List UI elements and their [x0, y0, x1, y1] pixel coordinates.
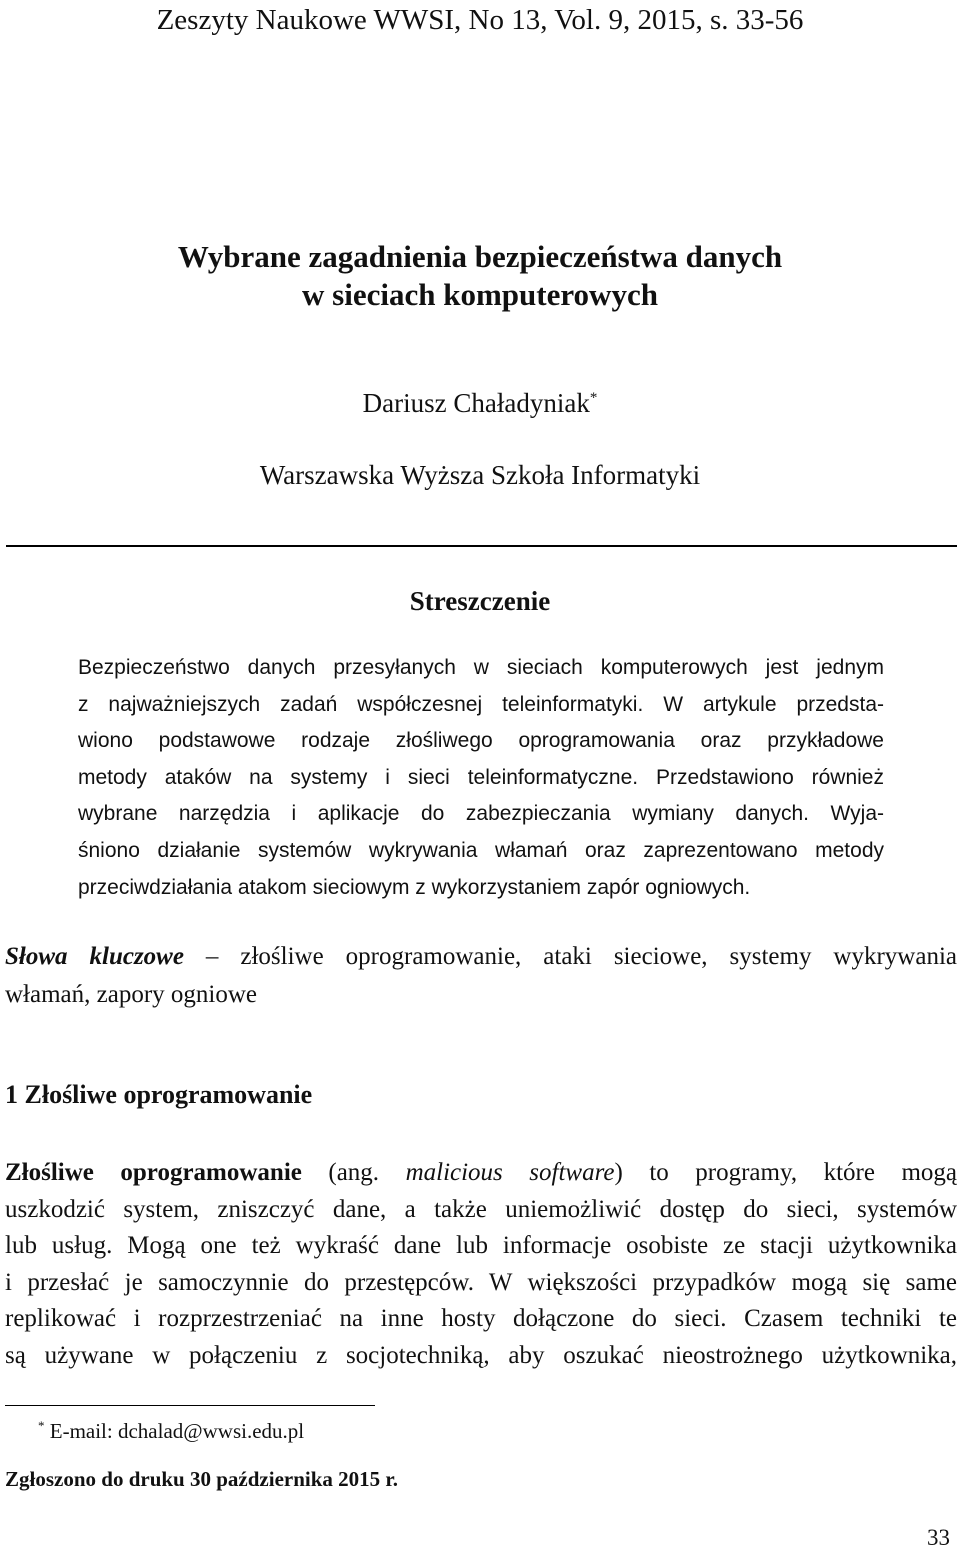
author — [0, 388, 960, 419]
abstract-text — [78, 650, 884, 906]
body-line: lub usług. Mogą one też wykraść dane lub informacje osobiste ze stacji użytkownika — [5, 1232, 957, 1259]
page-number: 33 — [927, 1525, 950, 1550]
abstract-line: Bezpieczeństwo danych przesyłanych w sieciach komputerowych jest jednym — [78, 656, 884, 679]
abstract-line: z najważniejszych zadań współczesnej teleinformatyki. W artykule przedsta- — [78, 692, 884, 716]
body-text: ) to programy, które mogą — [614, 1159, 957, 1186]
body-line: i przesłać je samoczynnie do przestępców. W większości przypadków mogą się same — [5, 1268, 957, 1296]
abstract-line: przeciwdziałania atakom sieciowym z wykorzystaniem zapór ogniowych. — [78, 875, 751, 899]
english-term: malicious software — [405, 1159, 615, 1186]
footnote-text: E-mail: dchalad@wwsi.edu.pl — [44, 1419, 305, 1443]
footnote — [38, 1418, 304, 1444]
title-line-1: Wybrane zagadnienia bezpieczeństwa danych — [177, 239, 783, 274]
abstract-line: wiono podstawowe rodzaje złośliwego oprogramowania oraz przykładowe — [78, 729, 884, 753]
body-text: (ang. — [301, 1159, 406, 1186]
abstract-line: wybrane narzędzia i aplikacje do zabezpieczania wymiany danych. Wyja- — [78, 802, 884, 826]
abstract-heading: Streszczenie — [409, 586, 551, 616]
footnote-mark: * — [38, 1418, 45, 1433]
body-line-1 — [5, 1155, 957, 1192]
keywords-line-1 — [5, 938, 957, 976]
affiliation: Warszawska Wyższa Szkoła Informatyki — [259, 460, 701, 490]
section-heading: 1 Złośliwe oprogramowanie — [5, 1080, 313, 1109]
defined-term: Złośliwe oprogramowanie — [5, 1159, 302, 1186]
keywords-label: Słowa kluczowe — [5, 943, 184, 970]
journal-header: Zeszyty Naukowe WWSI, No 13, Vol. 9, 2015, s. 33-56 — [156, 4, 804, 36]
article-title — [0, 238, 960, 314]
title-line-2: w sieciach komputerowych — [302, 277, 658, 312]
body-line: replikować i rozprzestrzeniać na inne hosty dołączone do sieci. Czasem techniki te — [5, 1305, 957, 1332]
abstract-line: metody ataków na systemy i sieci teleinformatyczne. Przedstawiono również — [78, 765, 884, 789]
body-line: uszkodzić system, zniszczyć dane, a także uniemożliwić dostęp do sieci, systemów — [5, 1195, 957, 1223]
header-rule — [6, 545, 957, 547]
abstract-line: śniono działanie systemów wykrywania włamań oraz zaprezentowano metody — [78, 838, 884, 862]
submission-date: Zgłoszono do druku 30 października 2015 r. — [5, 1467, 399, 1491]
body-line: są używane w połączeniu z socjotechniką, aby oszukać nieostrożnego użytkownika, — [5, 1341, 957, 1369]
author-name: Dariusz Chaładyniak — [362, 388, 590, 418]
keywords-text-1: – złośliwe oprogramowanie, ataki sieciowe, systemy wykrywania — [183, 943, 957, 970]
keywords — [5, 938, 957, 1014]
footnote-rule — [5, 1405, 375, 1406]
section-body — [5, 1155, 957, 1374]
keywords-line-2: włamań, zapory ogniowe — [5, 981, 258, 1008]
author-footnote-mark: * — [589, 390, 598, 406]
